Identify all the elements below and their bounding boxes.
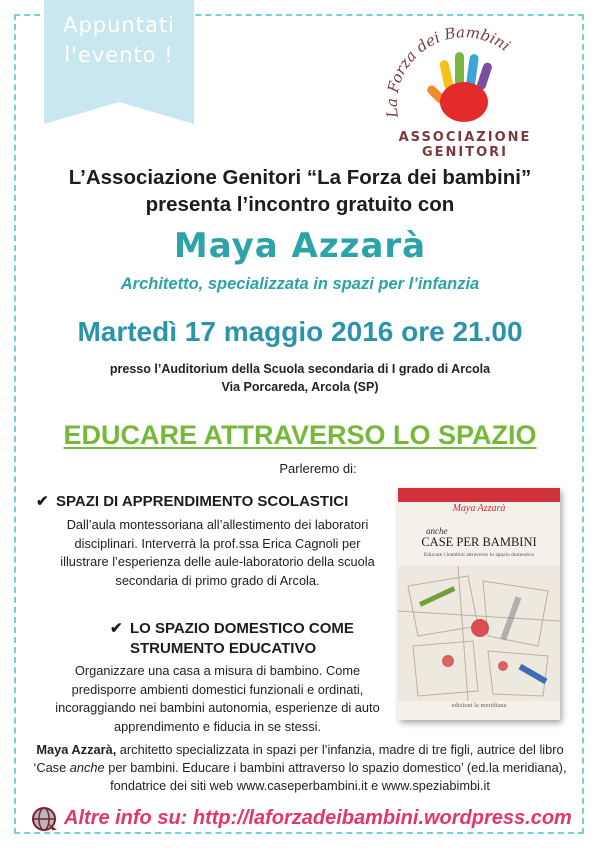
intro-text: Parleremo di: xyxy=(279,461,357,476)
logo-arc-text: La Forza dei Bambini xyxy=(382,23,514,119)
bio-line3: fondatrice dei siti web www.caseperbambini.it e www.speziabimbi.it xyxy=(110,778,490,793)
section1-line: illustrare l’esperienza delle aule-laboratorio della scuola xyxy=(60,554,375,570)
ribbon-line2: l'evento ! xyxy=(64,43,174,67)
bio-line2c: per bambini. Educare i bambini attraverso lo spazio domestico’ (ed.la meridiana), xyxy=(104,760,567,775)
section2-body xyxy=(40,662,395,736)
book-publisher: edizioni la meridiana xyxy=(451,702,507,709)
section1-body xyxy=(40,516,395,590)
ribbon-tip-right xyxy=(119,102,194,124)
section2-title-line2: STRUMENTO EDUCATIVO xyxy=(130,640,317,657)
section2-line: predisporre ambienti domestici funzionali e ordinati, xyxy=(71,681,364,697)
check-icon: ✔ xyxy=(36,493,49,510)
ribbon-line1: Appuntati xyxy=(63,13,175,37)
logo-subtitle-1: ASSOCIAZIONE xyxy=(398,130,532,145)
event-theme: EDUCARE ATTRAVERSO LO SPAZIO xyxy=(63,420,537,450)
book-cover xyxy=(398,488,560,720)
section1-title-text: SPAZI DI APPRENDIMENTO SCOLASTICI xyxy=(56,493,349,510)
section2-line: apprendimento e fiducia in se stessi. xyxy=(114,718,321,734)
footer-link[interactable]: Altre info su: http://laforzadeibambini.wordpress.com xyxy=(64,807,572,829)
logo-hand-icon xyxy=(380,22,550,142)
header-line1: L’Associazione Genitori “La Forza dei bambini” xyxy=(68,166,532,189)
logo-subtitle-2: GENITORI xyxy=(421,145,509,160)
book-author: Maya Azzarà xyxy=(452,503,506,514)
bio-line2b: anche xyxy=(69,760,105,775)
bio-name: Maya Azzarà, xyxy=(36,742,117,757)
section2-line: Organizzare una casa a misura di bambino. Come xyxy=(74,663,361,678)
speaker-bio xyxy=(25,741,575,795)
globe-icon xyxy=(31,806,59,834)
bio-line1: architetto specializzata in spazi per l’infanzia, madre di tre figli, autrice del libro xyxy=(116,742,564,757)
section1-line: disciplinari. Interverrà la prof.ssa Erica Cagnoli per xyxy=(74,535,361,551)
book-title: CASE PER BAMBINI xyxy=(421,535,537,549)
book-band xyxy=(398,488,560,502)
footer xyxy=(28,806,588,836)
event-venue-line1: presso l’Auditorium della Scuola secondaria di I grado di Arcola xyxy=(109,362,491,376)
ribbon-text xyxy=(44,10,194,70)
section2-title-line1: LO SPAZIO DOMESTICO COME xyxy=(130,620,354,637)
section1-title xyxy=(36,492,348,510)
check-icon: ✔ xyxy=(110,620,123,637)
header-line2: presenta l’incontro gratuito con xyxy=(145,193,455,216)
speaker-role: Architetto, specializzata in spazi per l’infanzia xyxy=(120,275,480,293)
section1-line: Dall’aula montessoriana all’allestimento dei laboratori xyxy=(66,517,369,532)
book-subtitle: Educare i bambini attraverso lo spazio domestico xyxy=(423,552,535,558)
event-date: Martedì 17 maggio 2016 ore 21.00 xyxy=(77,316,523,347)
ribbon-tip-left xyxy=(44,102,119,124)
book-anche: anche xyxy=(426,526,448,536)
section1-line: secondaria di primo grado di Arcola. xyxy=(115,572,320,588)
speaker-name: Maya Azzarà xyxy=(173,226,427,266)
book-illustration-icon xyxy=(398,566,560,701)
event-venue-line2: Via Porcareda, Arcola (SP) xyxy=(221,380,379,394)
section2-line: incoraggiando nei bambini autonomia, esperienze di auto xyxy=(55,700,380,716)
bio-line2a: ‘Case xyxy=(33,760,70,775)
association-logo xyxy=(380,22,550,162)
section2-title xyxy=(110,619,354,637)
